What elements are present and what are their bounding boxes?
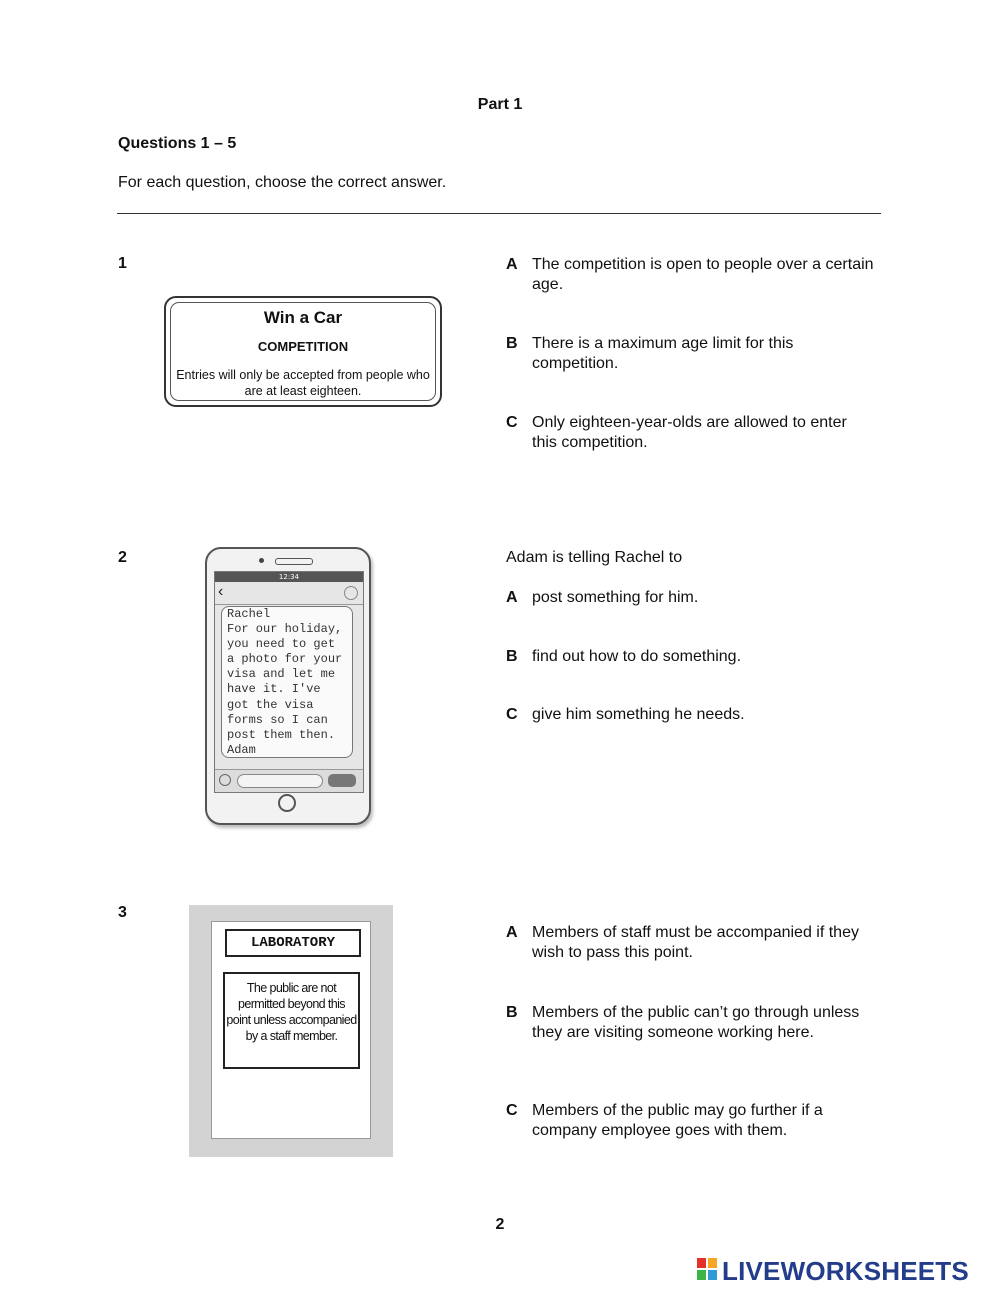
logo-text: LIVEWORKSHEETS [722, 1256, 969, 1286]
message-line: a photo for your [227, 652, 343, 667]
option-3a[interactable] [506, 923, 876, 962]
message-input-bar [215, 769, 363, 792]
message-line: Rachel [227, 607, 271, 621]
option-letter: C [506, 1102, 518, 1119]
option-text: The competition is open to people over a certain age. [532, 256, 874, 293]
message-text [227, 607, 355, 758]
option-2a[interactable] [506, 588, 876, 608]
status-bar [215, 572, 363, 582]
status-time: 12:34 [278, 573, 300, 581]
option-2c[interactable] [506, 705, 876, 725]
sign-notice: The public are not permitted beyond this point unless accompanied by a staff member. [223, 972, 360, 1069]
phone-screen [214, 571, 364, 793]
option-3c[interactable] [506, 1101, 876, 1140]
option-letter: A [506, 924, 518, 941]
contact-icon [344, 586, 358, 600]
option-text: give him something he needs. [532, 706, 745, 723]
camera-icon [219, 774, 231, 786]
option-2b[interactable] [506, 647, 876, 667]
message-line: you need to get [227, 637, 336, 652]
option-text: post something for him. [532, 589, 699, 606]
option-text: Members of the public can’t go through unless they are visiting someone working here. [532, 1004, 860, 1041]
option-text: There is a maximum age limit for this competition. [532, 335, 794, 372]
page-number: 2 [495, 1216, 505, 1233]
question-stem: Adam is telling Rachel to [506, 549, 683, 566]
question-number-3: 3 [118, 904, 127, 921]
option-letter: B [506, 648, 518, 665]
sign-subtitle: COMPETITION [257, 339, 349, 354]
option-text: find out how to do something. [532, 648, 742, 665]
option-letter: B [506, 335, 518, 352]
option-1c[interactable] [506, 413, 876, 452]
chat-nav-bar [215, 582, 363, 605]
option-text: Members of the public may go further if a company employee goes with them. [532, 1102, 823, 1139]
option-1a[interactable] [506, 255, 876, 294]
message-line: post them then. [227, 727, 336, 742]
option-letter: A [506, 256, 518, 273]
message-input [237, 774, 323, 788]
question-number-1: 1 [118, 255, 127, 272]
option-text: Only eighteen-year-olds are allowed to enter this competition. [532, 414, 847, 451]
option-letter: A [506, 589, 518, 606]
home-button-icon [278, 794, 296, 812]
phone-illustration [205, 547, 371, 825]
question-number-2: 2 [118, 549, 127, 566]
speaker-icon [275, 558, 313, 565]
back-arrow-icon: ‹ [218, 583, 224, 600]
logo-blocks-icon [697, 1258, 719, 1282]
message-bubble [221, 606, 353, 758]
instruction-text: For each question, choose the correct answer. [118, 174, 447, 191]
front-camera-icon [259, 558, 264, 563]
option-letter: B [506, 1004, 518, 1021]
sign-title: LABORATORY [225, 929, 361, 957]
option-3b[interactable] [506, 1003, 876, 1042]
option-letter: C [506, 414, 518, 431]
divider [117, 213, 881, 214]
message-line: For our holiday, [227, 622, 343, 637]
message-line: have it. I've [227, 682, 321, 697]
part-heading: Part 1 [477, 96, 523, 113]
message-line: forms so I can [227, 712, 328, 727]
message-line: visa and let me [227, 667, 336, 682]
option-letter: C [506, 706, 518, 723]
option-1b[interactable] [506, 334, 876, 373]
sign-title: Win a Car [263, 308, 343, 327]
sign-body: Entries will only be accepted from people who are at least eighteen. [176, 368, 430, 398]
send-button [328, 774, 356, 787]
laboratory-sign [189, 905, 393, 1157]
message-line: got the visa [227, 697, 314, 712]
option-text: Members of staff must be accompanied if they wish to pass this point. [532, 924, 859, 961]
questions-range: Questions 1 – 5 [118, 135, 237, 152]
message-line: Adam [227, 742, 256, 757]
competition-sign [164, 296, 442, 407]
